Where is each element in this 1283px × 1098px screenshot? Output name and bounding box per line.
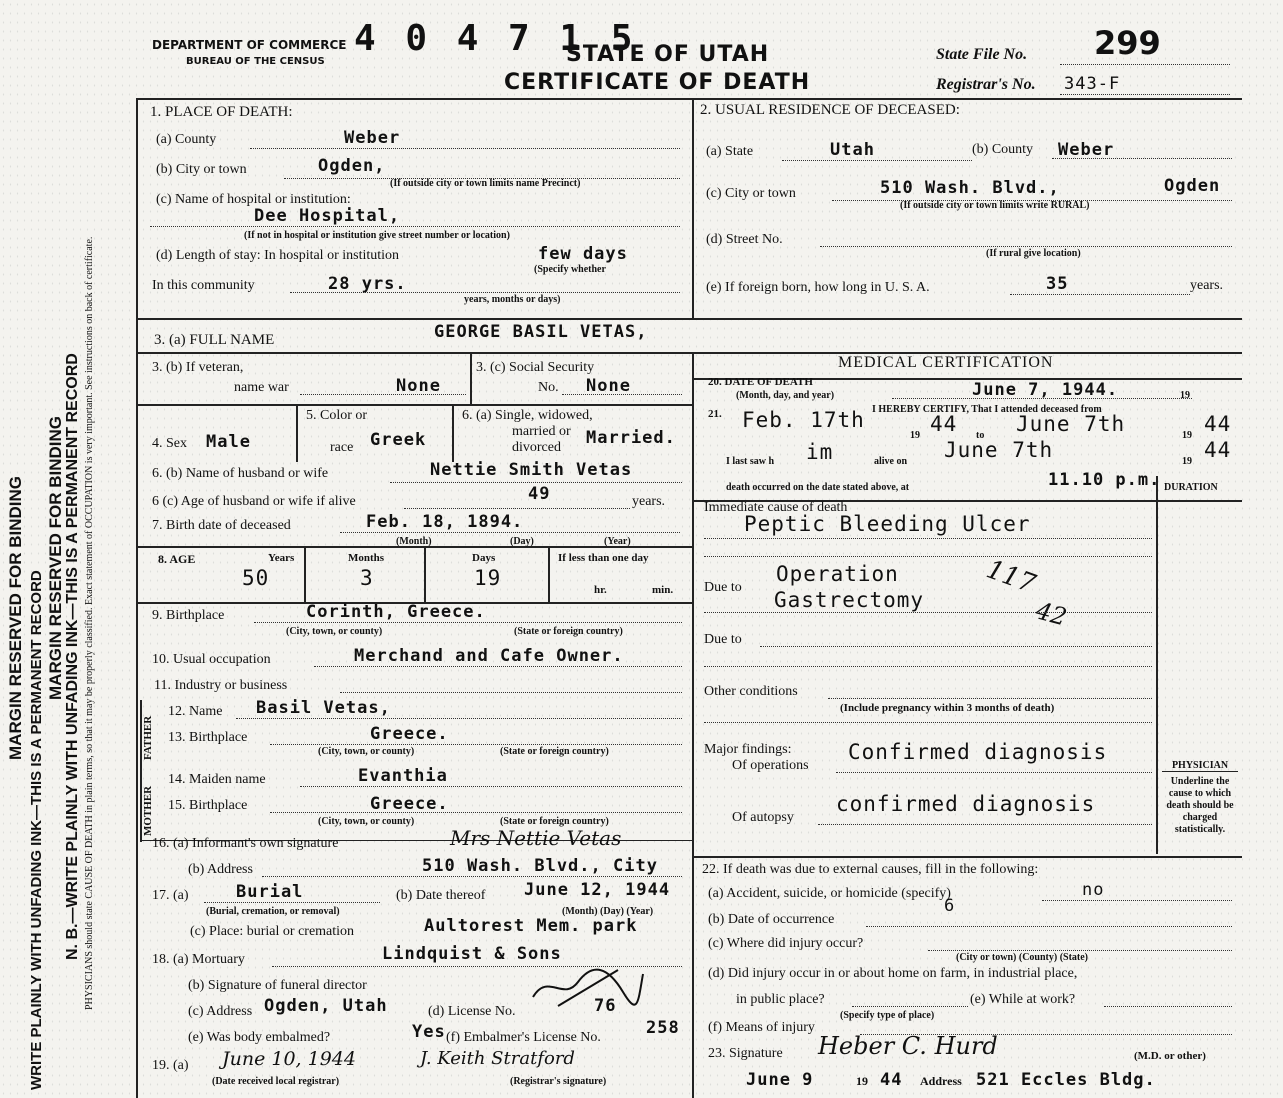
home-label: (d) Did injury occur in or about home on farm, in industrial place, (708, 966, 1078, 981)
birthplace-note-2: (State or foreign country) (514, 626, 623, 637)
stay-note: (Specify whether (534, 264, 606, 275)
ssn-value: None (586, 376, 631, 396)
margin-binding-text-1: MARGIN RESERVED FOR BINDING (6, 476, 25, 760)
res-city-label: (c) City or town (706, 186, 796, 201)
years-label: Years (268, 552, 295, 564)
received-num: 19. (a) (152, 1058, 189, 1073)
hospital-value: Dee Hospital, (254, 206, 401, 226)
signature-label: 23. Signature (708, 1046, 783, 1061)
birthplace-value: Corinth, Greece. (306, 602, 486, 622)
from-year-prefix: 19 (910, 430, 920, 441)
stay-value: few days (538, 244, 628, 264)
full-name-value: GEORGE BASIL VETAS, (434, 322, 648, 342)
state-title: STATE OF UTAH (566, 42, 770, 67)
mother-vertical-label: MOTHER (142, 785, 154, 836)
res-county-value: Weber (1058, 140, 1115, 160)
registrar-number: 343-F (1064, 74, 1121, 94)
days-label: Days (472, 552, 496, 564)
to-label: to (976, 430, 985, 441)
embalmer-label: (f) Embalmer's License No. (446, 1030, 601, 1045)
color-label-2: race (330, 440, 354, 455)
immediate-label: Immediate cause of death (704, 500, 848, 515)
mother-bp-note-2: (State or foreign country) (500, 816, 609, 827)
occurrence-value: 6 (944, 896, 956, 916)
community-label: In this community (152, 278, 255, 293)
place-of-death-heading: 1. PLACE OF DEATH: (150, 104, 293, 120)
res-state-value: Utah (830, 140, 875, 160)
embalmed-value: Yes (412, 1022, 446, 1042)
received-date: June 10, 1944 (222, 1048, 356, 1070)
burial-place-value: Aultorest Mem. park (424, 916, 638, 936)
mother-bp-value: Greece. (370, 794, 449, 814)
informant-address-value: 510 Wash. Blvd., City (422, 856, 658, 876)
mortuary-value: Lindquist & Sons (382, 944, 562, 964)
mort-address-label: (c) Address (188, 1004, 253, 1019)
burial-value: Burial (236, 882, 304, 902)
margin-ink-note: WRITE PLAINLY WITH UNFADING INK—THIS IS A PERMANENT RECORD (28, 570, 45, 1090)
res-city-value: Ogden (1164, 176, 1221, 196)
min-label: min. (652, 584, 674, 596)
marital-label-2: married or (512, 424, 571, 439)
informant-address-label: (b) Address (188, 862, 253, 877)
birth-value: Feb. 18, 1894. (366, 512, 524, 532)
dod-note: (Month, day, and year) (736, 390, 835, 401)
signature-year-prefix: 19 (856, 1074, 868, 1088)
license-value: 76 (594, 996, 617, 1016)
father-bp-note-1: (City, town, or county) (318, 746, 415, 757)
dod-value: June 7, 1944. (972, 380, 1119, 400)
spouse-age-label: 6 (c) Age of husband or wife if alive (152, 494, 356, 509)
duration-label: DURATION (1164, 482, 1218, 493)
death-county-value: Weber (344, 128, 401, 148)
occurrence-label: (b) Date of occurrence (708, 912, 835, 927)
ssn-label-2: No. (538, 380, 559, 395)
mother-name-label: 14. Maiden name (168, 772, 266, 787)
veteran-label-1: 3. (b) If veteran, (152, 360, 244, 375)
public-place-label: in public place? (736, 992, 825, 1007)
spouse-age-unit: years. (632, 494, 666, 509)
spouse-label: 6. (b) Name of husband or wife (152, 466, 329, 481)
death-city-value: Ogden, (318, 156, 386, 176)
certificate-title: CERTIFICATE OF DEATH (504, 70, 811, 95)
dept-label: DEPARTMENT OF COMMERCE (152, 38, 347, 52)
md-label: (M.D. or other) (1134, 1050, 1206, 1062)
due-to-2-label: Due to (704, 632, 742, 647)
burial-date-label: (b) Date thereof (396, 888, 486, 903)
registrar-signature: J. Keith Stratford (420, 1048, 575, 1069)
alive-label: alive on (874, 456, 908, 467)
where-label: (c) Where did injury occur? (708, 936, 864, 951)
sex-value: Male (206, 432, 251, 452)
due-to-1-line-a: Operation (776, 562, 899, 586)
death-time-value: 11.10 p.m. (1048, 470, 1161, 490)
from-year-value: 44 (930, 412, 958, 436)
county-label: (a) County (156, 132, 217, 147)
informant-signature: Mrs Nettie Vetas (450, 826, 622, 850)
physician-heading: PHYSICIAN (1162, 760, 1238, 772)
received-note: (Date received local registrar) (212, 1076, 340, 1087)
margin-nb-note: N. B.—WRITE PLAINLY WITH UNFADING INK—THIS IS A PERMANENT RECORD (64, 353, 81, 960)
res-state-label: (a) State (706, 144, 754, 159)
age-label: 8. AGE (158, 552, 196, 566)
signature-date-value: June 9 (746, 1070, 814, 1090)
dod-suffix: 19 (1180, 390, 1190, 401)
father-vertical-label: FATHER (142, 715, 154, 760)
where-note: (City or town) (County) (State) (956, 952, 1089, 963)
birthplace-label: 9. Birthplace (152, 608, 225, 623)
birthplace-note-1: (City, town, or county) (286, 626, 383, 637)
director-label: (b) Signature of funeral director (188, 978, 367, 993)
certify-text: I HEREBY CERTIFY, That I attended deceased from (872, 404, 1102, 415)
res-street-label: (d) Street No. (706, 232, 783, 247)
res-county-label: (b) County (972, 142, 1034, 157)
external-heading: 22. If death was due to external causes, fill in the following: (702, 862, 1039, 877)
mother-bp-note-1: (City, town, or county) (318, 816, 415, 827)
less-label: If less than one day (558, 552, 649, 564)
marital-label-1: 6. (a) Single, widowed, (462, 408, 593, 423)
burial-num: 17. (a) (152, 888, 189, 903)
attended-from-value: Feb. 17th (742, 408, 865, 432)
hospital-note: (If not in hospital or institution give street number or location) (244, 230, 510, 241)
burial-place-label: (c) Place: burial or cremation (190, 924, 355, 939)
res-city-street-value: 510 Wash. Blvd., (880, 178, 1060, 198)
father-bp-label: 13. Birthplace (168, 730, 248, 745)
alive-year-value: 44 (1204, 438, 1232, 462)
mother-bp-label: 15. Birthplace (168, 798, 248, 813)
res-foreign-unit: years. (1190, 278, 1224, 293)
bureau-label: BUREAU OF THE CENSUS (186, 56, 325, 67)
hr-label: hr. (594, 584, 607, 596)
city-label: (b) City or town (156, 162, 247, 177)
spouse-age-value: 49 (528, 484, 551, 504)
industry-label: 11. Industry or business (154, 678, 288, 693)
marital-value: Married. (586, 428, 676, 448)
due-to-1-label: Due to (704, 580, 742, 595)
city-note: (If outside city or town limits name Precinct) (390, 178, 581, 189)
place-type-note: (Specify type of place) (840, 1010, 935, 1021)
signature-address-value: 521 Eccles Bldg. (976, 1070, 1156, 1090)
birth-month-note: (Month) (396, 536, 432, 547)
full-name-label: 3. (a) FULL NAME (154, 332, 275, 348)
birth-year-note: (Year) (604, 536, 631, 547)
occupation-value: Merchand and Cafe Owner. (354, 646, 624, 666)
veteran-label-2: name war (234, 380, 289, 395)
mother-name-value: Evanthia (358, 766, 448, 786)
cause-code-1: 117 (982, 554, 1040, 600)
certify-num: 21. (708, 408, 722, 420)
other-conditions-note: (Include pregnancy within 3 months of death) (840, 702, 1055, 714)
dod-label: 20. DATE OF DEATH (708, 376, 813, 388)
signature-address-label: Address (920, 1074, 962, 1088)
embalmed-label: (e) Was body embalmed? (188, 1030, 331, 1045)
sex-label: 4. Sex (152, 436, 187, 451)
of-operations-label: Of operations (732, 758, 809, 773)
margin-binding-text-2: MARGIN RESERVED FOR BINDING (46, 416, 65, 700)
last-saw-label: I last saw h (726, 456, 775, 467)
community-note: years, months or days) (464, 294, 561, 305)
father-bp-value: Greece. (370, 724, 449, 744)
physician-signature: Heber C. Hurd (818, 1032, 998, 1060)
immediate-cause-value: Peptic Bleeding Ulcer (744, 512, 1031, 536)
residence-heading: 2. USUAL RESIDENCE OF DECEASED: (700, 102, 960, 118)
director-signature-scribble (528, 962, 648, 1017)
to-year-prefix: 19 (1182, 430, 1192, 441)
spouse-value: Nettie Smith Vetas (430, 460, 633, 480)
cause-code-2: 42 (1032, 596, 1070, 632)
alive-year-prefix: 19 (1182, 456, 1192, 467)
burial-note: (Burial, cremation, or removal) (206, 906, 340, 917)
birth-day-note: (Day) (510, 536, 534, 547)
color-value: Greek (370, 430, 427, 450)
community-value: 28 yrs. (328, 274, 407, 294)
res-city-note: (If outside city or town limits write RURAL) (900, 200, 1090, 211)
operations-finding-value: Confirmed diagnosis (848, 740, 1108, 764)
state-file-number: 299 (1094, 24, 1161, 62)
physician-note: Underline the cause to which death should be charged statistically. (1166, 776, 1234, 835)
age-years-value: 50 (242, 566, 270, 590)
age-months-value: 3 (360, 566, 374, 590)
mort-address-value: Ogden, Utah (264, 996, 388, 1016)
due-to-1-line-b: Gastrectomy (774, 588, 925, 612)
veteran-value: None (396, 376, 441, 396)
at-work-label: (e) While at work? (970, 992, 1076, 1007)
embalmer-value: 258 (646, 1018, 680, 1038)
burial-date-value: June 12, 1944 (524, 880, 671, 900)
registrar-sig-note: (Registrar's signature) (510, 1076, 607, 1087)
ssn-label-1: 3. (c) Social Security (476, 360, 595, 375)
accident-value: no (1082, 880, 1105, 900)
other-conditions-label: Other conditions (704, 684, 798, 699)
medical-heading: MEDICAL CERTIFICATION (838, 354, 1054, 371)
color-label-1: 5. Color or (306, 408, 368, 423)
age-days-value: 19 (474, 566, 502, 590)
margin-instructions: PHYSICIANS should state CAUSE OF DEATH in plain terms, so that it may be properly classified. Exact statement of OCCUPATION is very important. See instructions on back of certificate. (84, 236, 95, 1010)
res-foreign-label: (e) If foreign born, how long in U. S. A. (706, 280, 930, 295)
occupation-label: 10. Usual occupation (152, 652, 271, 667)
marital-label-3: divorced (512, 440, 561, 455)
last-saw-value: im (806, 440, 834, 464)
state-file-label: State File No. (936, 46, 1028, 63)
license-label: (d) License No. (428, 1004, 516, 1019)
informant-sig-label: 16. (a) Informant's own signature (152, 836, 339, 851)
occurred-label: death occurred on the date stated above, at (726, 482, 910, 493)
father-name-value: Basil Vetas, (256, 698, 391, 718)
mortuary-label: 18. (a) Mortuary (152, 952, 245, 967)
birth-label: 7. Birth date of deceased (152, 518, 291, 533)
means-label: (f) Means of injury (708, 1020, 815, 1035)
attended-to-value: June 7th (1016, 412, 1126, 436)
stay-label: (d) Length of stay: In hospital or institution (156, 248, 400, 263)
registrar-label: Registrar's No. (936, 76, 1036, 93)
autopsy-finding-value: confirmed diagnosis (836, 792, 1096, 816)
accident-label: (a) Accident, suicide, or homicide (specify) (708, 886, 951, 901)
of-autopsy-label: Of autopsy (732, 810, 794, 825)
res-street-note: (If rural give location) (986, 248, 1081, 259)
signature-year-value: 44 (880, 1070, 903, 1090)
major-findings-label: Major findings: (704, 742, 792, 757)
hospital-label: (c) Name of hospital or institution: (156, 192, 351, 207)
months-label: Months (348, 552, 385, 564)
burial-date-note: (Month) (Day) (Year) (562, 906, 654, 917)
father-bp-note-2: (State or foreign country) (500, 746, 609, 757)
alive-on-value: June 7th (944, 438, 1054, 462)
to-year-value: 44 (1204, 412, 1232, 436)
father-name-label: 12. Name (168, 704, 223, 719)
res-foreign-value: 35 (1046, 274, 1069, 294)
stamp-number: 4 0 4 7 1 5 (354, 18, 637, 59)
